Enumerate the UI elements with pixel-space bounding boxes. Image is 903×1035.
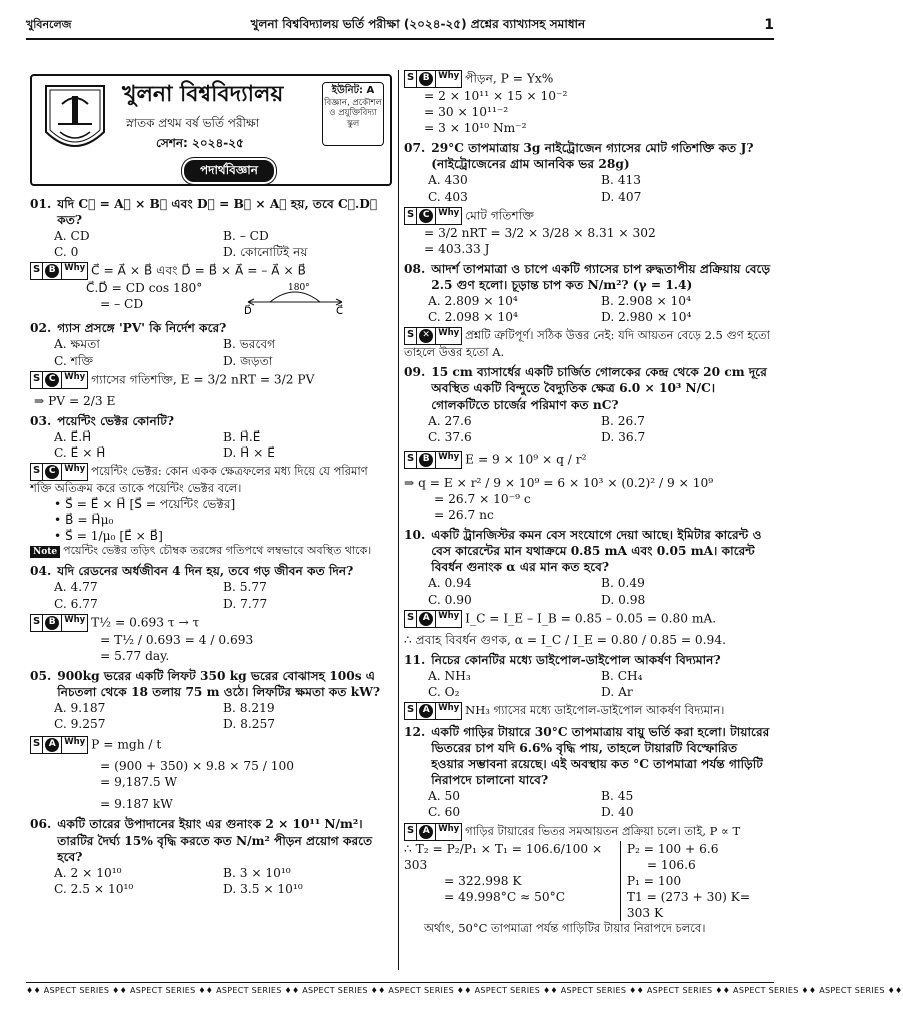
option-a: A. 2.809 × 10⁴ xyxy=(428,294,518,309)
option-a: A. 0.94 xyxy=(428,576,472,591)
solution xyxy=(30,614,392,664)
answer-badge: S A Why xyxy=(30,736,88,754)
answer-badge: S B Why xyxy=(30,614,88,632)
option-b: B. 45 xyxy=(601,789,634,804)
given-line: = 106.6 xyxy=(646,857,696,872)
solution-line: = 26.7 nc xyxy=(434,508,494,523)
answer-badge: S C Why xyxy=(30,463,88,481)
left-column xyxy=(30,74,392,897)
question-02 xyxy=(30,320,392,408)
vector-c-label: C⃗ xyxy=(336,306,343,318)
option-b: B. 2.908 × 10⁴ xyxy=(601,294,691,309)
given-line: P₂ = 100 + 6.6 xyxy=(626,841,719,856)
brand-name: খুবিনলেজ xyxy=(26,17,72,31)
solution-line: = 3/2 nRT = 3/2 × 3/28 × 8.31 × 302 xyxy=(424,225,656,240)
question-number: 07. xyxy=(404,141,426,156)
angle-label: 180° xyxy=(288,283,310,294)
question-10 xyxy=(404,527,774,648)
solution xyxy=(404,823,774,841)
solution xyxy=(30,371,392,409)
unit-label: ইউনিট: A xyxy=(331,85,375,96)
university-logo-icon xyxy=(42,82,108,158)
question-number: 05. xyxy=(30,668,52,683)
bullet-item: • B⃗ = H⃗μ₀ xyxy=(54,513,114,528)
solution-line: T½ = 0.693 τ → τ xyxy=(91,615,200,630)
option-c: C. 60 xyxy=(428,805,461,820)
option-a: A. NH₃ xyxy=(428,668,471,683)
university-name: খুলনা বিশ্ববিদ্যালয় xyxy=(122,82,284,107)
solution-line: E = 9 × 10⁹ × q / r² xyxy=(465,452,587,467)
option-a: A. E⃗.H⃗ xyxy=(54,429,92,444)
option-c: C. O₂ xyxy=(428,684,460,699)
option-d: D. জড়তা xyxy=(223,353,273,368)
option-d: D. 36.7 xyxy=(601,429,646,444)
column-divider xyxy=(398,70,399,970)
question-text: নিচের কোনটির মধ্যে ডাইপোল-ডাইপোল আকর্ষণ বিদ্যমান? xyxy=(431,652,721,667)
option-a: A. 27.6 xyxy=(428,413,472,428)
option-a: A. 9.187 xyxy=(54,701,106,716)
header-divider xyxy=(26,38,774,40)
question-text: যদি রেডনের অর্ধজীবন 4 দিন হয়, তবে গড় জীবন কত দিন? xyxy=(57,564,354,579)
note-label: Note xyxy=(30,546,60,558)
solution xyxy=(404,207,774,257)
solution-line: C⃗.D⃗ = CD cos 180° xyxy=(86,281,203,296)
calc-line: = 49.998°C ≈ 50°C xyxy=(444,889,566,904)
exam-header-card xyxy=(30,74,392,186)
unit-box xyxy=(322,82,384,146)
solution-line: = 9.187 kW xyxy=(100,797,173,812)
question-07 xyxy=(404,140,774,257)
question-number: 03. xyxy=(30,413,52,428)
option-a: A. 2 × 10¹⁰ xyxy=(54,865,122,880)
vector-angle-diagram xyxy=(240,280,350,316)
option-d: D. 3.5 × 10¹⁰ xyxy=(223,881,303,896)
option-a: A. 430 xyxy=(428,173,468,188)
solution-line: প্রশ্নটি ত্রুটিপূর্ণ। সঠিক উত্তর নেই: যদি আয়তন বেড়ে 2.5 গুণ হতো তাহলে উত্তর হতো A. xyxy=(404,328,770,360)
question-number: 02. xyxy=(30,321,52,336)
option-b: B. H⃗.E⃗ xyxy=(223,429,261,444)
question-number: 04. xyxy=(30,564,52,579)
solution-line: = T½ / 0.693 = 4 / 0.693 xyxy=(100,632,254,647)
unit-description: বিজ্ঞান, প্রকৌশল ও প্রযুক্তিবিদ্যা স্কুল xyxy=(324,97,382,129)
conclusion: অর্থাৎ, 50°C তাপমাত্রা পর্যন্ত গাড়িটির টায়ার নিরাপদে চলবে। xyxy=(424,921,706,936)
question-06-solution xyxy=(404,70,774,136)
option-c: C. 37.6 xyxy=(428,429,472,444)
solution-line: = 2 × 10¹¹ × 15 × 10⁻² xyxy=(424,89,568,103)
solution-line: I_C = I_E – I_B = 0.85 – 0.05 = 0.80 mA. xyxy=(465,611,717,626)
question-text: আদর্শ তাপমাত্রা ও চাপে একটি গ্যাসের চাপ রুদ্ধতাপীয় প্রক্রিয়ায় বেড়ে 2.5 গুণ হলো। চূড়ান্ত চাপ কত N/m²? (γ = 1.4) xyxy=(431,261,771,292)
question-09 xyxy=(404,364,774,523)
question-text: পয়েন্টিং ভেক্টর কোনটি? xyxy=(57,413,175,428)
solution xyxy=(404,702,774,720)
question-12 xyxy=(404,724,774,936)
option-a: A. 4.77 xyxy=(54,580,98,595)
answer-badge: S B Why xyxy=(404,70,462,88)
answer-badge: S B Why xyxy=(404,451,462,469)
note-text: পয়েন্টিং ভেক্টর তড়িৎ চৌম্বক তরঙ্গের গতিপথে লম্বভাবে অবস্থিত থাকে। xyxy=(63,544,372,558)
solution-line: পয়েন্টিং ভেক্টর: কোন একক ক্ষেত্রফলের মধ্য দিয়ে যে পরিমাণ শক্তি অতিক্রম করে তাকে পয়েন্টিং ভেক্টর বলে। xyxy=(30,464,368,496)
question-number: 08. xyxy=(404,261,426,276)
option-c: C. 6.77 xyxy=(54,596,98,611)
note xyxy=(30,544,392,559)
option-d: D. Ar xyxy=(601,684,633,699)
option-c: C. 2.098 × 10⁴ xyxy=(428,310,518,325)
option-b: B. 0.49 xyxy=(601,576,645,591)
option-c: C. 2.5 × 10¹⁰ xyxy=(54,881,134,896)
solution-line: = 5.77 day. xyxy=(100,648,170,663)
solution-line: = 403.33 J xyxy=(424,241,490,256)
solution-line: = (900 + 350) × 9.8 × 75 / 100 xyxy=(100,759,295,774)
calculation-block xyxy=(404,841,774,921)
option-d: D. কোনোটিই নয় xyxy=(223,245,308,260)
solution-line: = 3 × 10¹⁰ Nm⁻² xyxy=(424,121,527,136)
question-text: একটি তারের উপাদানের ইয়াং এর গুনাংক 2 × 10¹¹ N/m²। তারটির দৈর্ঘ্য 15% বৃদ্ধি করতে কত N/m² পীড়ন প্রয়োগ করতে হবে? xyxy=(57,817,373,864)
question-text: 15 cm ব্যাসার্ধের একটি চার্জিত গোলকের কেন্দ্র থেকে 20 cm দূরে অবস্থিত একটি বিন্দুতে বৈদ্যুতিক ক্ষেত্র 6.0 × 10³ N/C। গোলকটিতে চার্জের পরিমাণ কত nC? xyxy=(431,365,767,412)
option-d: D. 2.980 × 10⁴ xyxy=(601,310,692,325)
answer-badge: S A Why xyxy=(404,823,462,841)
solution-line: গ্যাসের গতিশক্তি, E = 3/2 nRT = 3/2 PV xyxy=(91,372,315,387)
solution-line: ⇒ PV = 2/3 E xyxy=(34,393,116,408)
question-text: 900kg ভরের একটি লিফট 350 kg ভরের বোঝাসহ 100s এ নিচতলা থেকে 18 তলায় 75 m ওঠে। লিফটির ক্ষমতা কত kW? xyxy=(57,668,381,699)
option-b: B. 413 xyxy=(601,173,641,188)
footer-divider xyxy=(26,982,774,983)
given-line: T1 = (273 + 30) K= 303 K xyxy=(626,889,751,920)
solution-line: P = mgh / t xyxy=(91,737,162,752)
bullet-item: • S⃗ = 1/μ₀ [E⃗ × B⃗] xyxy=(54,529,163,544)
solution xyxy=(404,610,774,648)
option-d: D. 0.98 xyxy=(601,592,646,607)
solution-line: C⃗ = A⃗ × B⃗ এবং D⃗ = B⃗ × A⃗ = – A⃗ × B⃗ xyxy=(91,263,306,278)
question-text: গ্যাস প্রসঙ্গে 'PV' কি নির্দেশ করে? xyxy=(57,321,227,336)
answer-badge: S B Why xyxy=(30,262,88,280)
option-c: C. E⃗ × H⃗ xyxy=(54,445,106,460)
option-c: C. 9.257 xyxy=(54,717,106,732)
option-c: C. 403 xyxy=(428,189,468,204)
option-d: D. H⃗ × E⃗ xyxy=(223,445,275,460)
question-03 xyxy=(30,413,392,560)
solution xyxy=(30,463,392,496)
option-b: B. ভরবেগ xyxy=(223,337,276,352)
solution-line: গাড়ির টায়ারের ভিতর সমআয়তন প্রক্রিয়া চলে। তাই, P ∝ T xyxy=(465,823,741,838)
option-b: B. 26.7 xyxy=(601,413,645,428)
calc-line: ∴ T₂ = P₂/P₁ × T₁ = 106.6/100 × 303 xyxy=(404,841,603,872)
answer-badge: S A Why xyxy=(404,702,462,720)
bullet-item: • S⃗ = E⃗ × H⃗ [S⃗ = পয়েন্টিং ভেক্টর] xyxy=(54,497,236,512)
option-b: B. 5.77 xyxy=(223,580,267,595)
solution-line: = 9,187.5 W xyxy=(100,775,178,790)
answer-badge: S A Why xyxy=(404,610,462,628)
option-c: C. শক্তি xyxy=(54,353,94,368)
subject-label: পদার্থবিজ্ঞান xyxy=(184,160,274,182)
answer-badge: S ✕ Why xyxy=(404,327,462,345)
question-text: একটি গাড়ির টায়ারে 30°C তাপমাত্রায় বায়ু ভর্তি করা হলো। টায়ারের ভিতরের চাপ যদি 6.6% বৃদ্ধি পায়, তাহলে টায়ারটি বিস্ফোরিত হওয়ার সম্ভাবনা রয়েছে। এই অবস্থায় কত °C তাপমাত্রা পর্যন্ত গাড়িটি নিরাপদে চালানো যাবে? xyxy=(431,724,770,788)
option-c: C. 0.90 xyxy=(428,592,472,607)
option-d: D. 407 xyxy=(601,189,642,204)
exam-name: স্নাতক প্রথম বর্ষ ভর্তি পরীক্ষা xyxy=(126,116,260,130)
question-number: 10. xyxy=(404,528,426,543)
option-d: D. 7.77 xyxy=(223,596,268,611)
solution-line: ⇒ q = E × r² / 9 × 10⁹ = 6 × 10³ × (0.2)² / 9 × 10⁹ xyxy=(404,475,714,490)
question-text: 29°C তাপমাত্রায় 3g নাইট্রোজেন গ্যাসের মোট গতিশক্তি কত J? (নাইট্রোজেনের গ্রাম আনবিক ভর 28g) xyxy=(431,141,754,172)
solution-line: = 26.7 × 10⁻⁹ c xyxy=(434,491,531,506)
solution xyxy=(30,736,392,812)
question-text: একটি ট্রানজিস্টর কমন বেস সংযোগে দেয়া আছে। ইমিটার কারেন্ট ও বেস কারেন্টের মান যথাক্রমে 0.85 mA এবং 0.05 mA। কারেন্ট বিবর্ধন গুনাংক α এর মান কত হবে? xyxy=(431,528,762,575)
page-header xyxy=(26,14,774,36)
option-b: B. 3 × 10¹⁰ xyxy=(223,865,291,880)
session: সেশন: ২০২৪-২৫ xyxy=(156,136,244,150)
solution xyxy=(404,327,774,360)
page-title: খুলনা বিশ্ববিদ্যালয় ভর্তি পরীক্ষা (২০২৪-২৫) প্রশ্নের ব্যাখ্যাসহ সমাধান xyxy=(250,17,586,32)
option-a: A. CD xyxy=(54,229,90,244)
option-b: B. 8.219 xyxy=(223,701,275,716)
question-06 xyxy=(30,816,392,896)
footer-series-band: ♦♦ ASPECT SERIES ♦♦ ASPECT SERIES ♦♦ ASPECT SERIES ♦♦ ASPECT SERIES ♦♦ ASPECT SERIES ♦♦ ASPECT SERIES ♦♦ ASPECT SERIES ♦♦ ASPECT SERIES ♦♦ ASPECT SERIES ♦♦ ASPECT SERIES ♦♦ xyxy=(26,986,903,995)
solution-line: পীড়ন, P = Yx% xyxy=(465,71,554,86)
option-d: D. 8.257 xyxy=(223,717,275,732)
calc-line: = 322.998 K xyxy=(444,873,522,888)
option-b: B. – CD xyxy=(223,229,269,244)
question-11 xyxy=(404,652,774,720)
question-text: যদি C⃗ = A⃗ × B⃗ এবং D⃗ = B⃗ × A⃗ হয়, তবে C⃗.D⃗ কত? xyxy=(57,197,378,228)
question-04 xyxy=(30,563,392,663)
question-number: 01. xyxy=(30,197,52,211)
answer-badge: S C Why xyxy=(404,207,462,225)
question-08 xyxy=(404,261,774,361)
solution-line: মোট গতিশক্তি xyxy=(465,208,535,223)
solution-line: = 30 × 10¹¹⁻² xyxy=(424,105,509,120)
question-number: 11. xyxy=(404,652,426,667)
option-c: C. 0 xyxy=(54,245,79,260)
question-01 xyxy=(30,196,392,316)
solution xyxy=(30,262,392,316)
page-number: 1 xyxy=(764,16,774,33)
vector-d-label: D⃗ xyxy=(244,306,252,318)
solution-line: ∴ প্রবাহ বিবর্ধন গুণক, α = I_C / I_E = 0.80 / 0.85 = 0.94. xyxy=(404,632,726,647)
answer-badge: S C Why xyxy=(30,371,88,389)
solution-line: NH₃ গ্যাসের মধ্যে ডাইপোল-ডাইপোল আকর্ষণ বিদ্যমান। xyxy=(465,702,725,717)
right-column xyxy=(404,70,774,936)
given-line: P₁ = 100 xyxy=(626,873,682,888)
option-a: A. 50 xyxy=(428,789,461,804)
question-number: 06. xyxy=(30,817,52,832)
option-d: D. 40 xyxy=(601,805,634,820)
option-b: B. CH₄ xyxy=(601,668,643,683)
option-a: A. ক্ষমতা xyxy=(54,337,100,352)
solution-line: = – CD xyxy=(100,297,144,312)
question-05 xyxy=(30,668,392,813)
solution xyxy=(404,451,774,523)
question-number: 09. xyxy=(404,365,426,380)
question-number: 12. xyxy=(404,724,426,739)
